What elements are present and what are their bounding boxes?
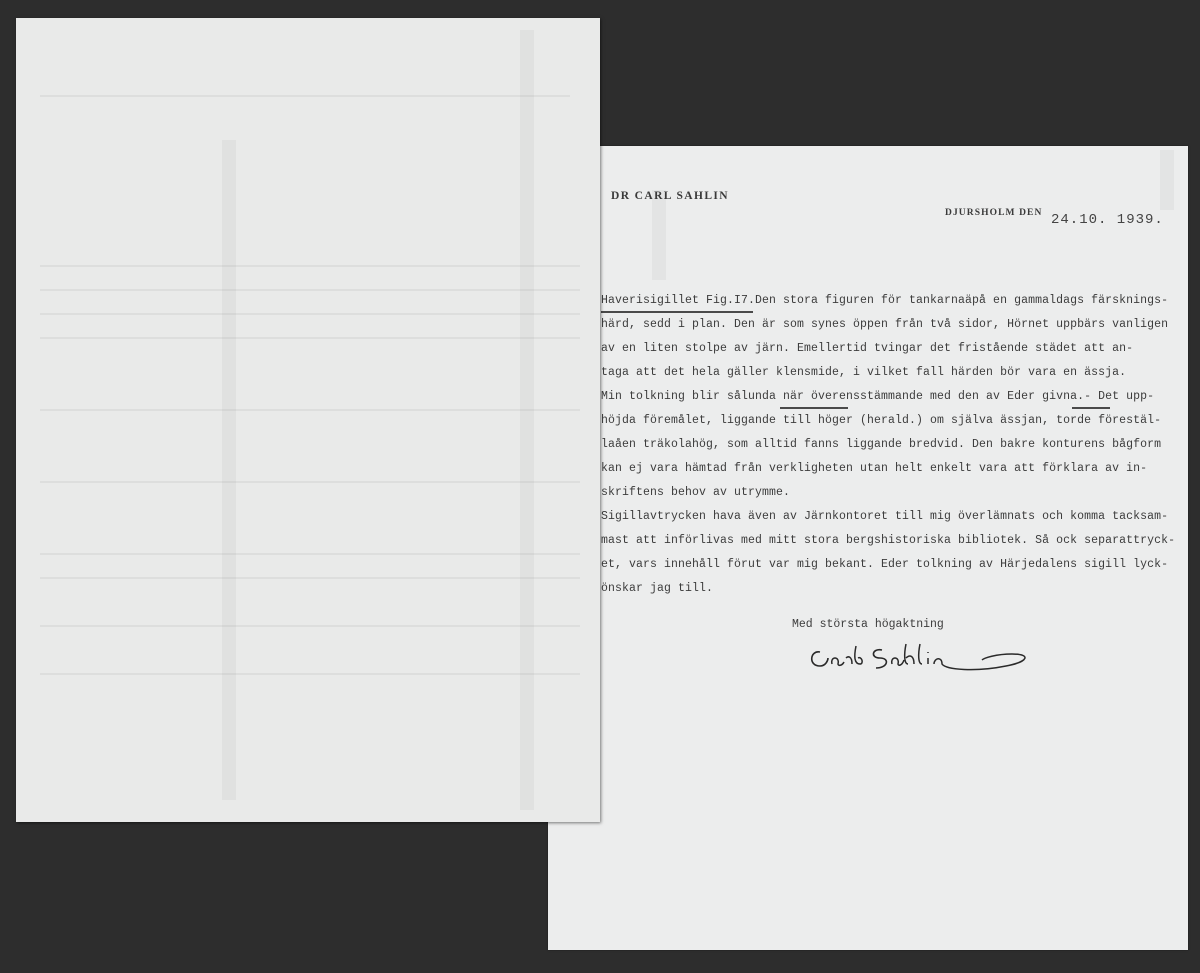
show-through-line xyxy=(40,289,580,291)
letter-line: kan ej vara hämtad från verkligheten utan helt enkelt vara att förklara av in- xyxy=(601,462,1148,475)
letter-date: 24.10. 1939. xyxy=(1051,212,1164,228)
underline-klensmide xyxy=(780,407,848,409)
letter-line: önskar jag till. xyxy=(601,582,714,595)
signature xyxy=(806,638,1036,689)
show-through-mark xyxy=(520,30,534,810)
show-through-line xyxy=(40,265,580,267)
show-through-mark xyxy=(1160,150,1174,210)
letter-line: härd, sedd i plan. Den är som synes öppen från två sidor, Hörnet uppbärs vanligen xyxy=(601,318,1169,331)
show-through-line xyxy=(40,673,580,675)
place-label: DJURSHOLM DEN xyxy=(945,208,1043,218)
letter-line: skriftens behov av utrymme. xyxy=(601,486,791,499)
underline-assja xyxy=(1072,407,1110,409)
letter-line: höjda föremålet, liggande till höger (herald.) om själva ässjan, torde förestäl- xyxy=(601,414,1162,427)
letter-line: av en liten stolpe av järn. Emellertid tvingar det fristående städet att an- xyxy=(601,342,1134,355)
closing-text: Med största högaktning xyxy=(792,618,944,631)
show-through-line xyxy=(40,481,580,483)
show-through-line xyxy=(40,577,580,579)
letter-line: mast att införlivas med mitt stora bergshistoriska bibliotek. Så ock separattryck- xyxy=(601,534,1176,547)
letter-line: et, vars innehåll förut var mig bekant. Eder tolkning av Härjedalens sigill lyck- xyxy=(601,558,1169,571)
letter-line: Haverisigillet Fig.I7.Den stora figuren för tankarnaäpå en gammaldags färsknings- xyxy=(601,294,1169,307)
letter-line: Sigillavtrycken hava även av Järnkontoret till mig överlämnats och komma tacksam- xyxy=(601,510,1169,523)
letter-line: Min tolkning blir sålunda när överensstämmande med den av Eder givna.- Det upp- xyxy=(601,390,1155,403)
reverse-sheet xyxy=(16,18,600,822)
underline-haverisigillet xyxy=(601,311,753,313)
show-through-line xyxy=(40,337,580,339)
show-through-line xyxy=(40,313,580,315)
letter-sheet xyxy=(548,146,1188,950)
letter-line: laåen träkolahög, som alltid fanns liggande bredvid. Den bakre konturens bågform xyxy=(601,438,1162,451)
show-through-line xyxy=(40,409,580,411)
show-through-line xyxy=(40,625,580,627)
show-through-line xyxy=(40,95,570,97)
letter-line: taga att det hela gäller klensmide, i vilket fall härden bör vara en ässja. xyxy=(601,366,1127,379)
letterhead: DR CARL SAHLIN xyxy=(611,190,730,202)
show-through-mark xyxy=(222,140,236,800)
show-through-mark xyxy=(652,190,666,280)
show-through-line xyxy=(40,553,580,555)
